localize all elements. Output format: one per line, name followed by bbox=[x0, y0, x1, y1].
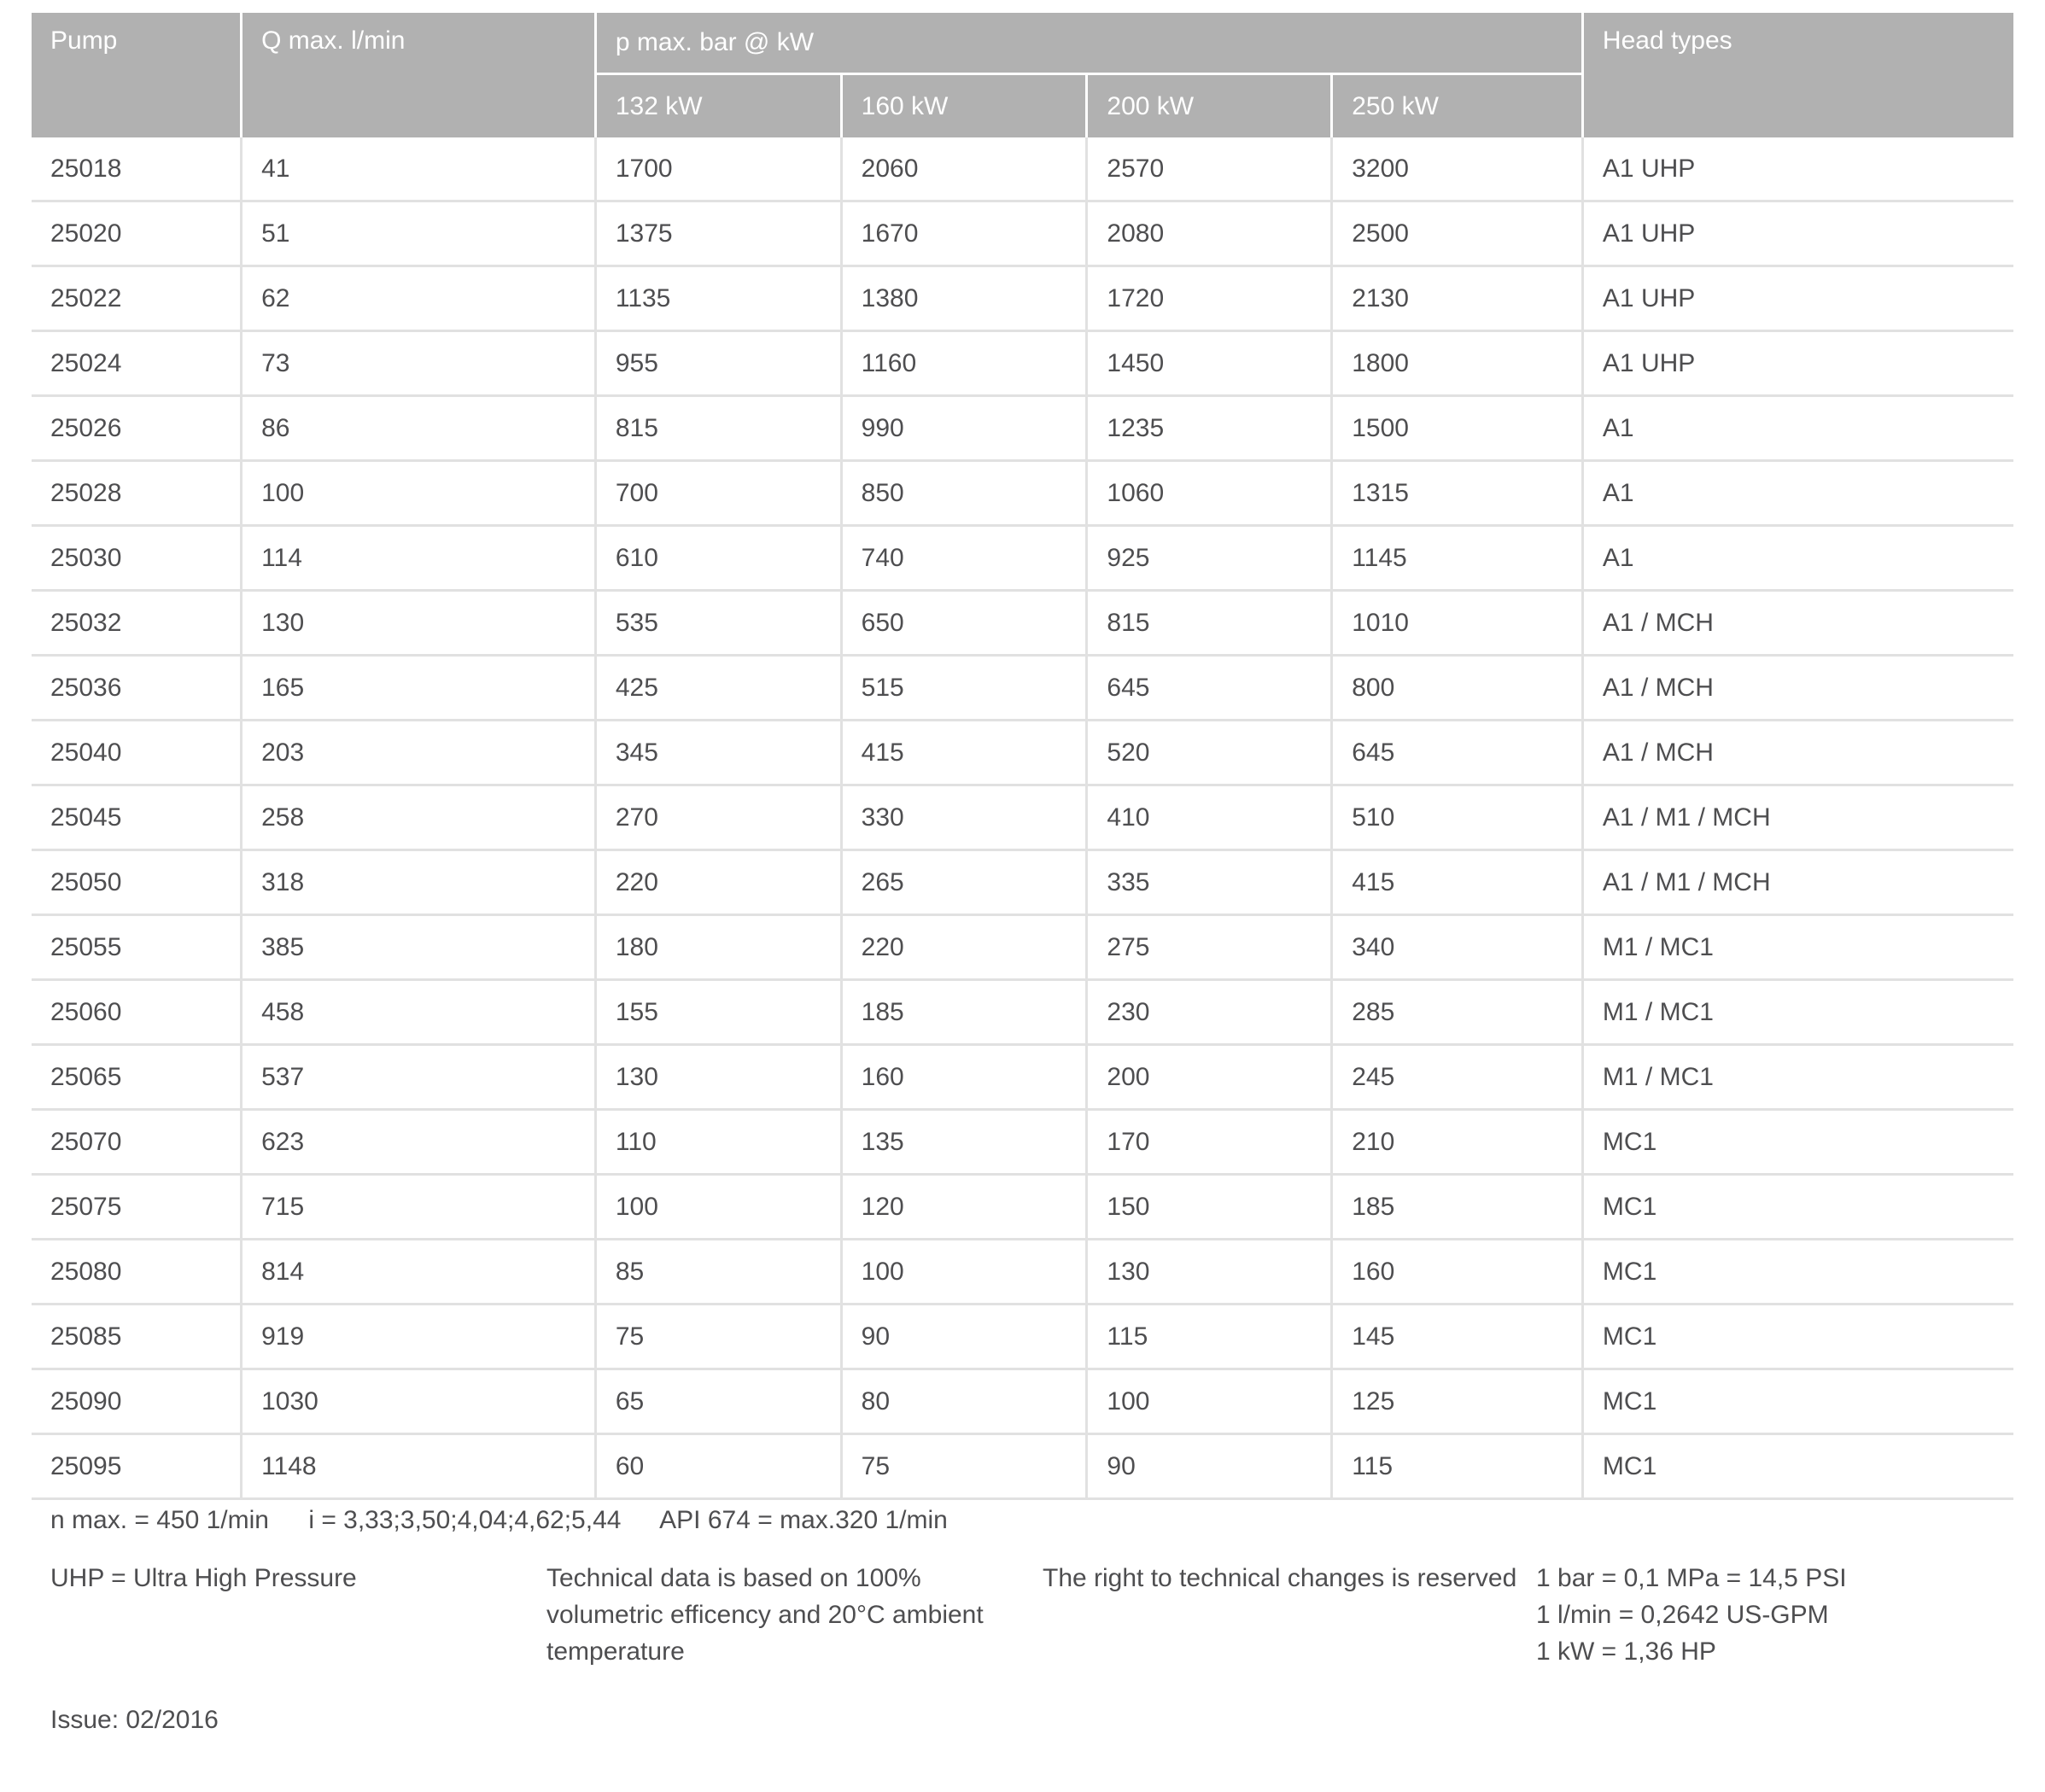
footer-uhp bbox=[50, 1560, 357, 1596]
cell-qmax: 919 bbox=[242, 1305, 594, 1368]
cell-qmax: 385 bbox=[242, 916, 594, 978]
cell-pump: 25018 bbox=[32, 137, 240, 200]
cell-kw250: 1500 bbox=[1333, 397, 1581, 459]
cell-kw200: 410 bbox=[1088, 786, 1330, 849]
cell-kw160: 415 bbox=[843, 721, 1086, 784]
footer-uhp-text: UHP = Ultra High Pressure bbox=[50, 1564, 357, 1592]
footnote-nmax: n max. = 450 1/min bbox=[50, 1506, 269, 1534]
cell-kw132: 345 bbox=[597, 721, 840, 784]
cell-head: MC1 bbox=[1584, 1176, 2013, 1238]
header-132kw bbox=[597, 75, 840, 137]
cell-kw160: 1160 bbox=[843, 332, 1086, 394]
cell-kw250: 1145 bbox=[1333, 527, 1581, 589]
cell-kw250: 115 bbox=[1333, 1435, 1581, 1497]
cell-qmax: 537 bbox=[242, 1046, 594, 1108]
cell-qmax: 1148 bbox=[242, 1435, 594, 1497]
cell-head: A1 / MCH bbox=[1584, 721, 2013, 784]
cell-kw132: 110 bbox=[597, 1111, 840, 1173]
header-pmax-group bbox=[597, 13, 1581, 73]
cell-kw160: 185 bbox=[843, 981, 1086, 1043]
issue-line bbox=[50, 1702, 219, 1738]
header-200kw bbox=[1088, 75, 1330, 137]
header-qmax-label: Q max. l/min bbox=[261, 26, 406, 55]
cell-head: MC1 bbox=[1584, 1240, 2013, 1303]
cell-kw250: 3200 bbox=[1333, 137, 1581, 200]
table-body bbox=[32, 137, 2013, 1500]
header-250kw bbox=[1333, 75, 1581, 137]
cell-kw160: 1670 bbox=[843, 202, 1086, 265]
cell-kw160: 80 bbox=[843, 1370, 1086, 1433]
issue-text: Issue: 02/2016 bbox=[50, 1706, 219, 1734]
cell-kw160: 1380 bbox=[843, 267, 1086, 330]
cell-kw132: 85 bbox=[597, 1240, 840, 1303]
cell-kw132: 815 bbox=[597, 397, 840, 459]
cell-head: MC1 bbox=[1584, 1435, 2013, 1497]
header-250kw-label: 250 kW bbox=[1352, 91, 1439, 120]
cell-kw132: 610 bbox=[597, 527, 840, 589]
cell-kw160: 135 bbox=[843, 1111, 1086, 1173]
cell-pump: 25028 bbox=[32, 462, 240, 524]
cell-kw200: 200 bbox=[1088, 1046, 1330, 1108]
header-head-types bbox=[1584, 13, 2013, 137]
cell-kw250: 210 bbox=[1333, 1111, 1581, 1173]
table-header bbox=[32, 13, 2013, 137]
cell-kw132: 75 bbox=[597, 1305, 840, 1368]
cell-kw200: 1450 bbox=[1088, 332, 1330, 394]
cell-kw160: 100 bbox=[843, 1240, 1086, 1303]
cell-head: A1 bbox=[1584, 397, 2013, 459]
cell-pump: 25032 bbox=[32, 592, 240, 654]
cell-head: M1 / MC1 bbox=[1584, 1046, 2013, 1108]
cell-head: A1 UHP bbox=[1584, 202, 2013, 265]
cell-qmax: 318 bbox=[242, 851, 594, 914]
cell-kw200: 170 bbox=[1088, 1111, 1330, 1173]
cell-kw200: 275 bbox=[1088, 916, 1330, 978]
cell-head: M1 / MC1 bbox=[1584, 916, 2013, 978]
cell-head: A1 / M1 / MCH bbox=[1584, 786, 2013, 849]
header-200kw-label: 200 kW bbox=[1107, 91, 1195, 120]
cell-head: A1 UHP bbox=[1584, 267, 2013, 330]
header-pump-label: Pump bbox=[50, 26, 118, 55]
cell-kw132: 155 bbox=[597, 981, 840, 1043]
cell-kw132: 100 bbox=[597, 1176, 840, 1238]
cell-pump: 25095 bbox=[32, 1435, 240, 1497]
cell-kw132: 955 bbox=[597, 332, 840, 394]
cell-kw132: 535 bbox=[597, 592, 840, 654]
header-160kw-label: 160 kW bbox=[861, 91, 949, 120]
cell-pump: 25020 bbox=[32, 202, 240, 265]
cell-pump: 25065 bbox=[32, 1046, 240, 1108]
header-pmax-group-label: p max. bar @ kW bbox=[615, 28, 815, 56]
cell-kw132: 1135 bbox=[597, 267, 840, 330]
cell-kw250: 800 bbox=[1333, 657, 1581, 719]
header-qmax bbox=[242, 13, 594, 137]
cell-head: A1 / M1 / MCH bbox=[1584, 851, 2013, 914]
cell-kw250: 645 bbox=[1333, 721, 1581, 784]
footnote-api: API 674 = max.320 1/min bbox=[659, 1506, 948, 1534]
cell-kw250: 2130 bbox=[1333, 267, 1581, 330]
cell-qmax: 62 bbox=[242, 267, 594, 330]
cell-kw132: 270 bbox=[597, 786, 840, 849]
cell-qmax: 51 bbox=[242, 202, 594, 265]
cell-kw200: 130 bbox=[1088, 1240, 1330, 1303]
cell-pump: 25075 bbox=[32, 1176, 240, 1238]
cell-kw132: 425 bbox=[597, 657, 840, 719]
cell-kw160: 120 bbox=[843, 1176, 1086, 1238]
cell-kw250: 2500 bbox=[1333, 202, 1581, 265]
cell-kw250: 245 bbox=[1333, 1046, 1581, 1108]
cell-pump: 25024 bbox=[32, 332, 240, 394]
cell-kw250: 185 bbox=[1333, 1176, 1581, 1238]
cell-kw160: 265 bbox=[843, 851, 1086, 914]
cell-qmax: 165 bbox=[242, 657, 594, 719]
cell-qmax: 258 bbox=[242, 786, 594, 849]
cell-kw132: 700 bbox=[597, 462, 840, 524]
cell-qmax: 814 bbox=[242, 1240, 594, 1303]
cell-kw250: 415 bbox=[1333, 851, 1581, 914]
footer-rights-text: The right to technical changes is reserved bbox=[1043, 1564, 1517, 1592]
pump-spec-table bbox=[32, 13, 2013, 1500]
cell-kw250: 1315 bbox=[1333, 462, 1581, 524]
cell-pump: 25026 bbox=[32, 397, 240, 459]
cell-qmax: 715 bbox=[242, 1176, 594, 1238]
cell-kw160: 990 bbox=[843, 397, 1086, 459]
cell-kw160: 90 bbox=[843, 1305, 1086, 1368]
footnote-line bbox=[50, 1503, 980, 1538]
cell-kw200: 2570 bbox=[1088, 137, 1330, 200]
cell-kw160: 220 bbox=[843, 916, 1086, 978]
footer-conversion-line: 1 l/min = 0,2642 US-GPM bbox=[1536, 1601, 1829, 1629]
cell-kw200: 2080 bbox=[1088, 202, 1330, 265]
footer-conversions bbox=[1536, 1560, 1847, 1670]
cell-pump: 25070 bbox=[32, 1111, 240, 1173]
cell-pump: 25036 bbox=[32, 657, 240, 719]
cell-kw250: 1010 bbox=[1333, 592, 1581, 654]
header-head-types-label: Head types bbox=[1602, 26, 1732, 55]
cell-kw160: 2060 bbox=[843, 137, 1086, 200]
cell-head: M1 / MC1 bbox=[1584, 981, 2013, 1043]
cell-kw250: 1800 bbox=[1333, 332, 1581, 394]
cell-kw200: 90 bbox=[1088, 1435, 1330, 1497]
cell-kw250: 285 bbox=[1333, 981, 1581, 1043]
cell-qmax: 130 bbox=[242, 592, 594, 654]
footer-rights bbox=[1043, 1560, 1516, 1596]
cell-qmax: 100 bbox=[242, 462, 594, 524]
cell-kw132: 65 bbox=[597, 1370, 840, 1433]
cell-kw250: 340 bbox=[1333, 916, 1581, 978]
cell-qmax: 203 bbox=[242, 721, 594, 784]
cell-kw160: 160 bbox=[843, 1046, 1086, 1108]
cell-qmax: 114 bbox=[242, 527, 594, 589]
cell-qmax: 73 bbox=[242, 332, 594, 394]
cell-kw160: 75 bbox=[843, 1435, 1086, 1497]
cell-kw200: 1235 bbox=[1088, 397, 1330, 459]
cell-pump: 25040 bbox=[32, 721, 240, 784]
cell-kw132: 1700 bbox=[597, 137, 840, 200]
cell-kw200: 815 bbox=[1088, 592, 1330, 654]
cell-head: A1 UHP bbox=[1584, 332, 2013, 394]
cell-head: A1 / MCH bbox=[1584, 592, 2013, 654]
footer-conversion-line: 1 kW = 1,36 HP bbox=[1536, 1637, 1716, 1666]
cell-qmax: 623 bbox=[242, 1111, 594, 1173]
cell-kw200: 115 bbox=[1088, 1305, 1330, 1368]
cell-head: A1 / MCH bbox=[1584, 657, 2013, 719]
cell-kw250: 145 bbox=[1333, 1305, 1581, 1368]
cell-kw250: 160 bbox=[1333, 1240, 1581, 1303]
cell-kw132: 130 bbox=[597, 1046, 840, 1108]
cell-kw132: 220 bbox=[597, 851, 840, 914]
cell-head: MC1 bbox=[1584, 1111, 2013, 1173]
cell-head: A1 UHP bbox=[1584, 137, 2013, 200]
cell-head: A1 bbox=[1584, 462, 2013, 524]
cell-kw200: 150 bbox=[1088, 1176, 1330, 1238]
footer-technical-note bbox=[546, 1560, 984, 1670]
cell-kw132: 60 bbox=[597, 1435, 840, 1497]
cell-head: MC1 bbox=[1584, 1370, 2013, 1433]
cell-pump: 25080 bbox=[32, 1240, 240, 1303]
cell-kw200: 925 bbox=[1088, 527, 1330, 589]
cell-kw200: 230 bbox=[1088, 981, 1330, 1043]
cell-kw160: 330 bbox=[843, 786, 1086, 849]
cell-head: A1 bbox=[1584, 527, 2013, 589]
cell-kw250: 125 bbox=[1333, 1370, 1581, 1433]
footer-conversion-line: 1 bar = 0,1 MPa = 14,5 PSI bbox=[1536, 1564, 1847, 1592]
cell-kw132: 1375 bbox=[597, 202, 840, 265]
cell-qmax: 41 bbox=[242, 137, 594, 200]
cell-kw250: 510 bbox=[1333, 786, 1581, 849]
cell-kw200: 335 bbox=[1088, 851, 1330, 914]
cell-kw160: 850 bbox=[843, 462, 1086, 524]
cell-kw160: 740 bbox=[843, 527, 1086, 589]
cell-qmax: 86 bbox=[242, 397, 594, 459]
header-pump bbox=[32, 13, 240, 137]
cell-kw200: 645 bbox=[1088, 657, 1330, 719]
cell-pump: 25045 bbox=[32, 786, 240, 849]
footnote-ratio: i = 3,33;3,50;4,04;4,62;5,44 bbox=[308, 1506, 622, 1534]
footer-technical-line: volumetric efficency and 20°C ambient bbox=[546, 1601, 984, 1629]
cell-kw160: 515 bbox=[843, 657, 1086, 719]
cell-pump: 25022 bbox=[32, 267, 240, 330]
header-160kw bbox=[843, 75, 1086, 137]
cell-head: MC1 bbox=[1584, 1305, 2013, 1368]
cell-qmax: 1030 bbox=[242, 1370, 594, 1433]
cell-pump: 25030 bbox=[32, 527, 240, 589]
cell-pump: 25050 bbox=[32, 851, 240, 914]
cell-kw160: 650 bbox=[843, 592, 1086, 654]
cell-kw200: 1060 bbox=[1088, 462, 1330, 524]
cell-kw132: 180 bbox=[597, 916, 840, 978]
header-132kw-label: 132 kW bbox=[615, 91, 703, 120]
cell-qmax: 458 bbox=[242, 981, 594, 1043]
cell-kw200: 1720 bbox=[1088, 267, 1330, 330]
cell-pump: 25090 bbox=[32, 1370, 240, 1433]
footer-technical-line: Technical data is based on 100% bbox=[546, 1564, 921, 1592]
cell-pump: 25085 bbox=[32, 1305, 240, 1368]
cell-pump: 25060 bbox=[32, 981, 240, 1043]
cell-kw200: 520 bbox=[1088, 721, 1330, 784]
cell-kw200: 100 bbox=[1088, 1370, 1330, 1433]
footer-technical-line: temperature bbox=[546, 1637, 685, 1666]
cell-pump: 25055 bbox=[32, 916, 240, 978]
